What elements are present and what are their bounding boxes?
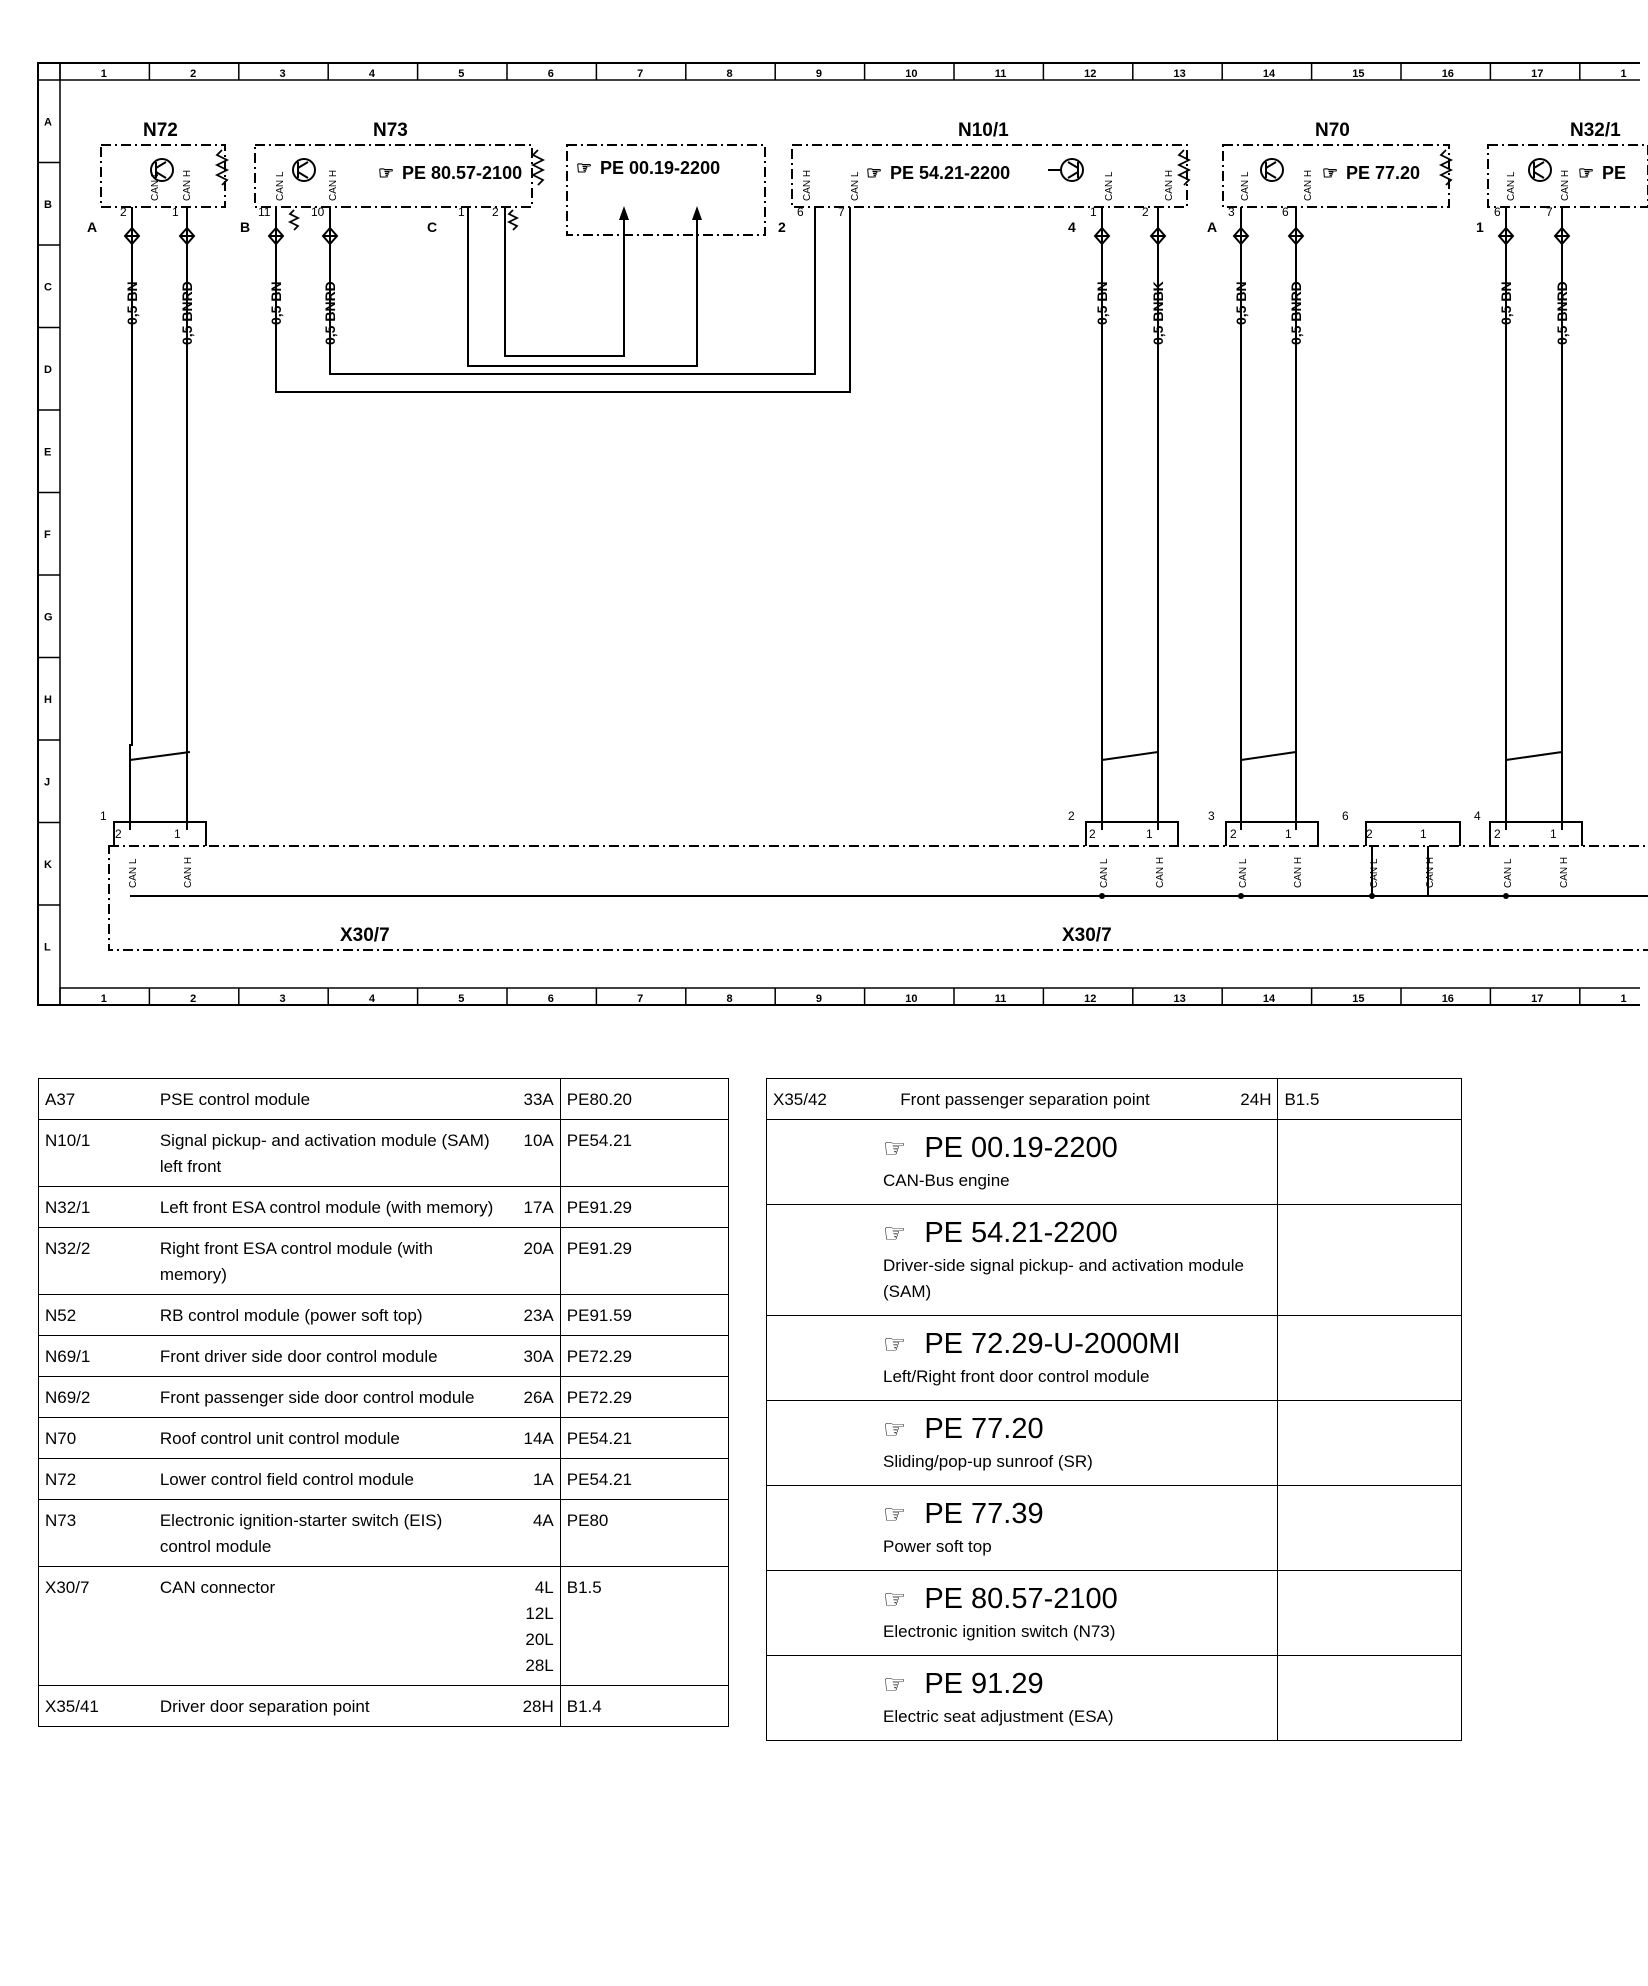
legend-table-right [766,1078,1462,1741]
grid-row-label: L [44,941,51,954]
legend-row [39,1567,729,1686]
pointing-hand-icon: ☞ [883,1414,907,1444]
n10-ref-icon: ☞ [866,163,883,183]
grid-column-label: 4 [368,68,376,80]
legend-pe-desc: Power soft top [883,1537,992,1556]
legend-row [39,1187,729,1228]
x30-pin: 2 [1366,827,1373,841]
legend-pe-head [883,1128,1271,1168]
can-l-label: CAN L [1104,171,1115,201]
grid-column-label: 16 [1441,68,1454,80]
legend-code: X30/7 [39,1567,154,1686]
n73-pin-b1: 11 [258,205,271,219]
wire-n73-b2-to-n10 [330,207,815,374]
legend-row [39,1459,729,1500]
legend-code: N73 [39,1500,154,1567]
n10-pin-7: 7 [838,205,845,219]
grid-column-label: 7 [637,993,644,1005]
grid-column-label: 1 [1620,993,1627,1005]
grid-column-label: 2 [190,68,197,80]
x30-group-num: 1 [100,809,107,823]
n32-port: 1 [1476,219,1484,235]
legend-grid: 14A [503,1418,560,1459]
legend-code: N32/2 [39,1228,154,1295]
grid-column-label: 13 [1173,68,1186,80]
grid-column-label: 1 [1620,68,1627,80]
grid-row-label: G [44,611,53,624]
legend-pe-head [883,1324,1271,1364]
grid-column-label: 17 [1531,68,1544,80]
can-l-label: CAN L [275,171,286,201]
transistor-icon [1529,159,1551,181]
wire-label: 0,5 BNBK [1150,281,1166,345]
grid-row-label: H [44,693,52,706]
wire-label: 0,5 BNRD [1288,281,1304,345]
grid-column-label: 14 [1262,993,1276,1005]
grid-column-label: 15 [1352,993,1365,1005]
n70-pin-6: 6 [1282,205,1289,219]
n73-port-b: B [240,219,251,235]
legend-grid: 33A [503,1079,560,1120]
legend-code: N72 [39,1459,154,1500]
legend-grid: 28H [503,1686,560,1727]
n10-pin-2: 2 [1142,205,1149,219]
x30-pin: 2 [115,827,122,841]
n10-ref: PE 54.21-2200 [890,163,1011,183]
x30-group-num: 3 [1208,809,1215,823]
legend-code: X35/41 [39,1686,154,1727]
legend-pe-desc: CAN-Bus engine [883,1171,1010,1190]
pointing-hand-icon: ☞ [883,1329,907,1359]
legend-grid: 26A [503,1377,560,1418]
legend-pe-ref: PE 77.39 [924,1498,1044,1530]
legend-ref: PE91.59 [560,1295,728,1336]
can-l-label: CAN L [150,171,161,201]
n73-title: N73 [373,120,408,141]
legend-code: A37 [39,1079,154,1120]
legend-table-left [38,1078,729,1727]
n10-1-title: N10/1 [958,120,1009,141]
pointing-hand-icon: ☞ [883,1218,907,1248]
legend-pe-ref: PE 00.19-2200 [924,1132,1118,1164]
legend-grid: 10A [503,1120,560,1187]
legend-empty-cell [1278,1571,1462,1656]
n32-pin-6: 6 [1494,205,1501,219]
grid-column-label: 5 [458,68,465,80]
legend-ref: PE91.29 [560,1228,728,1295]
x30-pin: 1 [1550,827,1557,841]
n32-ref: PE [1602,163,1627,183]
grid-column-label: 14 [1262,68,1276,80]
can-l-label: CAN L [1099,858,1110,888]
can-l-label: CAN L [1369,858,1380,888]
can-h-label: CAN H [1293,856,1304,888]
n73-pin-c1: 1 [458,205,465,219]
grid-column-label: 5 [458,993,465,1005]
legend-desc: Front passenger separation point [894,1079,1231,1120]
legend-ref: PE80.20 [560,1079,728,1120]
legend-pe-desc: Left/Right front door control module [883,1367,1150,1386]
legend-pe-desc: Driver-side signal pickup- and activation module (SAM) [883,1256,1244,1301]
x30-group-num: 4 [1474,809,1481,823]
legend-pe-row [767,1656,1462,1741]
n73-pin-c2: 2 [492,205,499,219]
pointing-hand-icon: ☞ [883,1499,907,1529]
x30-pin: 1 [174,827,181,841]
legend-desc: Driver door separation point [154,1686,504,1727]
n70-pin-3: 3 [1228,205,1235,219]
legend-desc: Front driver side door control module [154,1336,504,1377]
legend-pe-ref: PE 77.20 [924,1413,1044,1445]
n73-ref-icon: ☞ [378,163,395,183]
legend-ref: B1.5 [560,1567,728,1686]
legend-ref: PE80 [560,1500,728,1567]
wire-label: 0,5 BN [1498,281,1514,325]
legend-empty-cell [1278,1656,1462,1741]
can-h-label: CAN H [328,169,339,201]
legend-pe-ref: PE 80.57-2100 [924,1583,1118,1615]
grid-column-label: 1 [100,68,107,80]
legend-pe-desc: Sliding/pop-up sunroof (SR) [883,1452,1093,1471]
legend-pe-ref: PE 91.29 [924,1668,1044,1700]
grid-column-label: 13 [1173,993,1186,1005]
can-h-label: CAN H [1425,856,1436,888]
grid-row-label: J [44,776,51,789]
legend-pe-row [767,1120,1462,1205]
legend-code: N69/2 [39,1377,154,1418]
grid-row-label: E [44,446,52,459]
wire-n73-c1-to-pe [468,207,697,366]
grid-column-label: 3 [279,68,286,80]
n70-ref: PE 77.20 [1346,163,1421,183]
legend-desc: Left front ESA control module (with memory) [154,1187,504,1228]
grid-row-label: K [44,858,52,871]
grid-column-label: 9 [815,68,823,80]
grid-column-label: 11 [994,993,1007,1005]
n32-ref-icon: ☞ [1578,163,1595,183]
grid-row-label: D [44,363,52,376]
wire-label: 0,5 BNRD [322,281,338,345]
wire-label: 0,5 BN [124,281,140,325]
legend-pe-row [767,1401,1462,1486]
x30-pin: 2 [1089,827,1096,841]
n10-pin-1: 1 [1090,205,1097,219]
legend-ref: PE91.29 [560,1187,728,1228]
n72-pin-h: 1 [172,205,179,219]
pointing-hand-icon: ☞ [883,1584,907,1614]
can-h-label: CAN H [1560,169,1571,201]
can-h-label: CAN H [183,856,194,888]
legend-ref: PE72.29 [560,1377,728,1418]
pointing-hand-icon: ☞ [883,1669,907,1699]
pe0019-ref-icon: ☞ [576,158,593,178]
legend-row [39,1079,729,1120]
wire-label: 0,5 BNRD [179,281,195,345]
x30-7-title-left: X30/7 [340,925,390,946]
grid-column-label: 7 [637,68,644,80]
x30-7-title-right: X30/7 [1062,925,1112,946]
grid-column-label: 4 [368,993,376,1005]
legend-pe-cell [767,1571,1278,1656]
n32-1-title: N32/1 [1570,120,1621,141]
legend-desc: CAN connector [154,1567,504,1686]
legend-empty-cell [1278,1120,1462,1205]
legend-pe-ref: PE 54.21-2200 [924,1217,1118,1249]
legend-desc: Electronic ignition-starter switch (EIS) control module [154,1500,504,1567]
legend-desc: Signal pickup- and activation module (SAM) left front [154,1120,504,1187]
grid-row-label: A [44,116,52,129]
legend-row [767,1079,1462,1120]
can-l-label: CAN L [1506,171,1517,201]
grid-column-label: 9 [815,993,823,1005]
legend-row [39,1418,729,1459]
legend-desc: Roof control unit control module [154,1418,504,1459]
wire-label: 0,5 BNRD [1554,281,1570,345]
legend-pe-row [767,1486,1462,1571]
grid-column-label: 6 [547,993,554,1005]
grid-row-label: F [44,528,51,541]
x30-pin: 1 [1146,827,1153,841]
can-h-label: CAN H [1164,169,1175,201]
legend-pe-cell [767,1656,1278,1741]
legend-pe-head [883,1409,1271,1449]
grid-column-label: 2 [190,993,197,1005]
legend-pe-row [767,1571,1462,1656]
n72-port: A [87,219,98,235]
legend-code: N32/1 [39,1187,154,1228]
x30-group-num: 6 [1342,809,1349,823]
legend-empty-cell [1278,1316,1462,1401]
x30-pin: 1 [1285,827,1292,841]
legend-pe-ref: PE 72.29-U-2000MI [924,1328,1181,1360]
x30-group-num: 2 [1068,809,1075,823]
n70-ref-icon: ☞ [1322,163,1339,183]
grid-column-label: 16 [1441,993,1454,1005]
legend-code: N70 [39,1418,154,1459]
legend-empty-cell [1278,1401,1462,1486]
n72-pin-l: 2 [120,205,127,219]
grid-column-label: 8 [726,68,733,80]
grid-column-label: 3 [279,993,286,1005]
legend-code: N69/1 [39,1336,154,1377]
legend-desc: Lower control field control module [154,1459,504,1500]
transistor-icon [293,159,315,181]
x30-pin: 2 [1494,827,1501,841]
grid-column-label: 11 [994,68,1007,80]
can-h-label: CAN H [802,169,813,201]
grid-column-label: 17 [1531,993,1544,1005]
legend-row [39,1686,729,1727]
legend-pe-head [883,1213,1271,1253]
legend-code: X35/42 [767,1079,895,1120]
legend-ref: PE54.21 [560,1418,728,1459]
grid-column-label: 6 [547,68,554,80]
legend-pe-cell [767,1401,1278,1486]
transistor-icon [1048,159,1083,181]
legend-grid: 1A [503,1459,560,1500]
legend-ref: B1.4 [560,1686,728,1727]
wire-label: 0,5 BN [1233,281,1249,325]
legend-pe-row [767,1205,1462,1316]
grid-column-label: 12 [1084,68,1097,80]
can-l-label: CAN L [1503,858,1514,888]
legend-pe-desc: Electronic ignition switch (N73) [883,1622,1116,1641]
can-l-label: CAN L [1240,171,1251,201]
legend-ref: PE72.29 [560,1336,728,1377]
n70-title: N70 [1315,120,1350,141]
n72-title: N72 [143,120,178,141]
legend-grid: 30A [503,1336,560,1377]
legend-pe-row [767,1316,1462,1401]
n10-pin-6: 6 [797,205,804,219]
grid-column-label: 10 [905,68,918,80]
n73-port-c: C [427,219,438,235]
n73-pin-b2: 10 [311,205,325,219]
legend-pe-cell [767,1205,1278,1316]
can-h-label: CAN H [1155,856,1166,888]
grid-row-label: B [44,198,52,211]
legend-grid: 17A [503,1187,560,1228]
can-l-label: CAN L [1238,858,1249,888]
legend-ref: B1.5 [1278,1079,1462,1120]
n70-port: A [1207,219,1218,235]
grid-column-label: 1 [100,993,107,1005]
legend-pe-cell [767,1486,1278,1571]
legend-desc: PSE control module [154,1079,504,1120]
legend-code: N10/1 [39,1120,154,1187]
wire-label: 0,5 BN [268,281,284,325]
wire-n73-c2-to-pe [505,207,624,356]
x30-pin: 2 [1230,827,1237,841]
legend-ref: PE54.21 [560,1120,728,1187]
grid-column-label: 12 [1084,993,1097,1005]
legend-pe-head [883,1494,1271,1534]
grid-column-label: 10 [905,993,918,1005]
n10-port-2: 2 [778,219,786,235]
legend-pe-cell [767,1120,1278,1205]
can-h-label: CAN H [182,169,193,201]
legend-pe-cell [767,1316,1278,1401]
can-h-label: CAN H [1303,169,1314,201]
legend-grid: 23A [503,1295,560,1336]
wire-label: 0,5 BN [1094,281,1110,325]
legend-pe-desc: Electric seat adjustment (ESA) [883,1707,1114,1726]
legend-ref: PE54.21 [560,1459,728,1500]
grid-column-label: 8 [726,993,733,1005]
legend-pe-head [883,1664,1271,1704]
legend-row [39,1228,729,1295]
n10-port-4: 4 [1068,219,1076,235]
legend-row [39,1500,729,1567]
legend-row [39,1120,729,1187]
legend-desc: Front passenger side door control module [154,1377,504,1418]
transistor-icon [1261,159,1283,181]
pointing-hand-icon: ☞ [883,1133,907,1163]
can-l-label: CAN L [128,858,139,888]
legend-grid: 20A [503,1228,560,1295]
legend-row [39,1336,729,1377]
can-l-label: CAN L [850,171,861,201]
legend-code: N52 [39,1295,154,1336]
legend-grid: 24H [1232,1079,1278,1120]
n32-pin-7: 7 [1546,205,1553,219]
legend-row [39,1377,729,1418]
legend-grid: 4L 12L 20L 28L [503,1567,560,1686]
legend-empty-cell [1278,1205,1462,1316]
pe0019-ref: PE 00.19-2200 [600,158,721,178]
legend-desc: Right front ESA control module (with memory) [154,1228,504,1295]
grid-row-label: C [44,281,52,294]
can-h-label: CAN H [1559,856,1570,888]
legend-row [39,1295,729,1336]
legend-grid: 4A [503,1500,560,1567]
legend-empty-cell [1278,1486,1462,1571]
x30-pin: 1 [1420,827,1427,841]
legend-pe-head [883,1579,1271,1619]
legend-desc: RB control module (power soft top) [154,1295,504,1336]
grid-column-label: 15 [1352,68,1365,80]
n73-ref: PE 80.57-2100 [402,163,523,183]
